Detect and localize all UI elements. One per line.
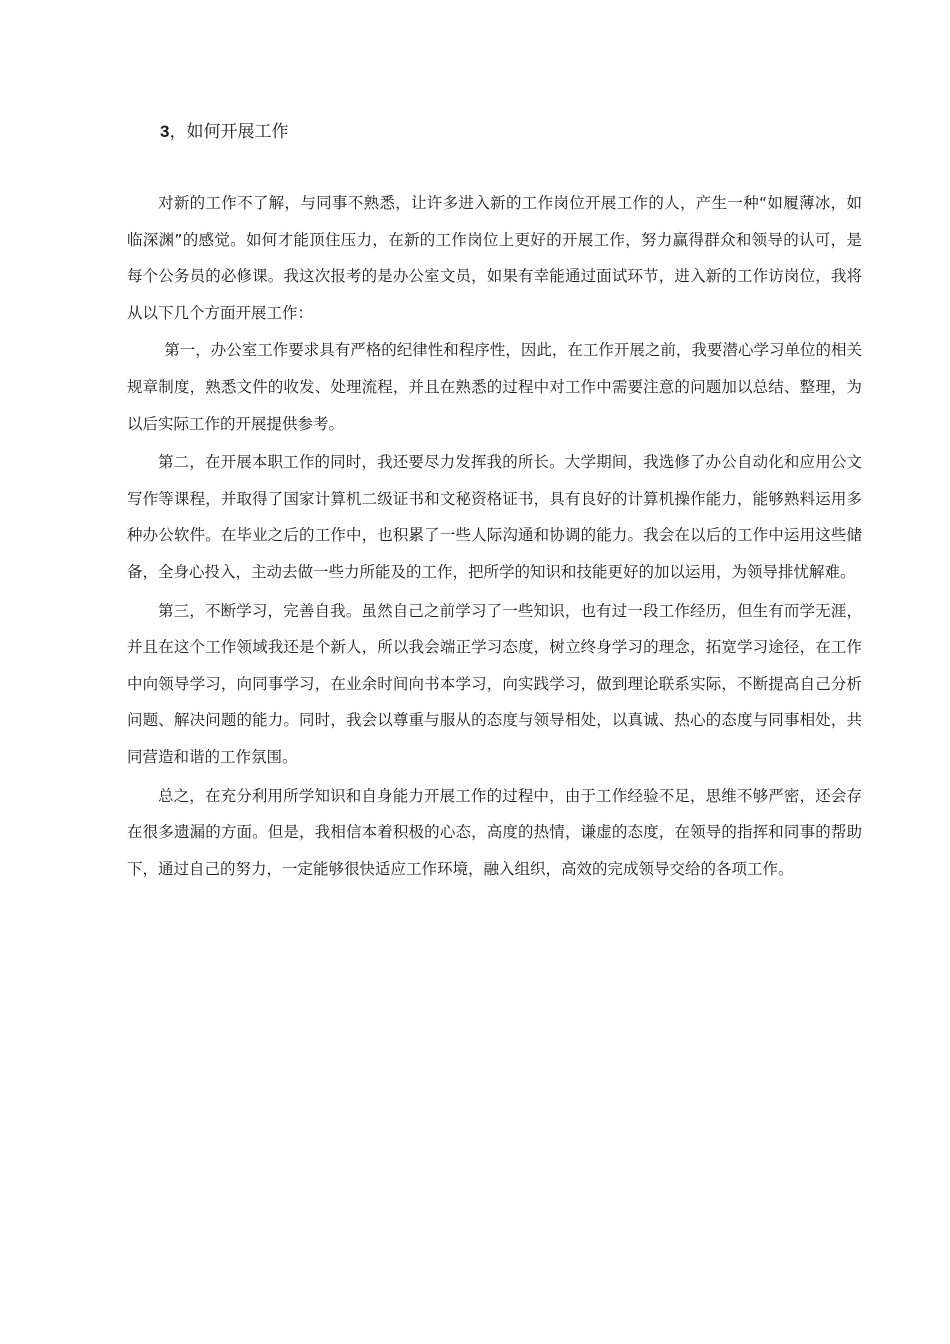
section-title: ，如何开展工作	[169, 122, 289, 142]
paragraph-intro: 对新的工作不了解，与同事不熟悉，让许多进入新的工作岗位开展工作的人，产生一种“如履薄冰，如临深渊”的感觉。如何才能顶住压力，在新的工作岗位上更好的开展工作，努力赢得群众和领导的认可，是每个公务员的必修课。我这次报考的是办公室文员，如果有幸能通过面试环节，进入新的工作访岗位，我将从以下几个方面开展工作：	[127, 194, 862, 322]
section-number: 3	[160, 122, 170, 141]
document-body	[127, 185, 862, 887]
paragraph-third-point: 第三，不断学习，完善自我。虽然自己之前学习了一些知识，也有过一段工作经历，但生有而学无涯，并且在这个工作领域我还是个新人，所以我会端正学习态度，树立终身学习的理念，拓宽学习途径，在工作中向领导学习，向同事学习，在业余时间向书本学习，向实践学习，做到理论联系实际，不断提高自己分析问题、解决问题的能力。同时，我会以尊重与服从的态度与领导相处，以真诚、热心的态度与同事相处，共同营造和谐的工作氛围。	[127, 601, 862, 766]
paragraph-first-point: 第一，办公室工作要求具有严格的纪律性和程序性，因此，在工作开展之前，我要潜心学习单位的相关规章制度，熟悉文件的收发、处理流程，并且在熟悉的过程中对工作中需要注意的问题加以总结、整理，为以后实际工作的开展提供参考。	[127, 341, 862, 433]
section-heading	[160, 120, 288, 144]
paragraph-second-point: 第二，在开展本职工作的同时，我还要尽力发挥我的所长。大学期间，我选修了办公自动化和应用公文写作等课程，并取得了国家计算机二级证书和文秘资格证书，具有良好的计算机操作能力，能够熟料运用多种办公软件。在毕业之后的工作中，也积累了一些人际沟通和协调的能力。我会在以后的工作中运用这些储备，全身心投入，主动去做一些力所能及的工作，把所学的知识和技能更好的加以运用，为领导排忧解难。	[127, 453, 862, 581]
paragraph-conclusion: 总之，在充分利用所学知识和自身能力开展工作的过程中，由于工作经验不足，思维不够严密，还会存在很多遗漏的方面。但是，我相信本着积极的心态，高度的热情，谦虚的态度，在领导的指挥和同事的帮助下，通过自己的努力，一定能够很快适应工作环境，融入组织，高效的完成领导交给的各项工作。	[127, 786, 862, 878]
